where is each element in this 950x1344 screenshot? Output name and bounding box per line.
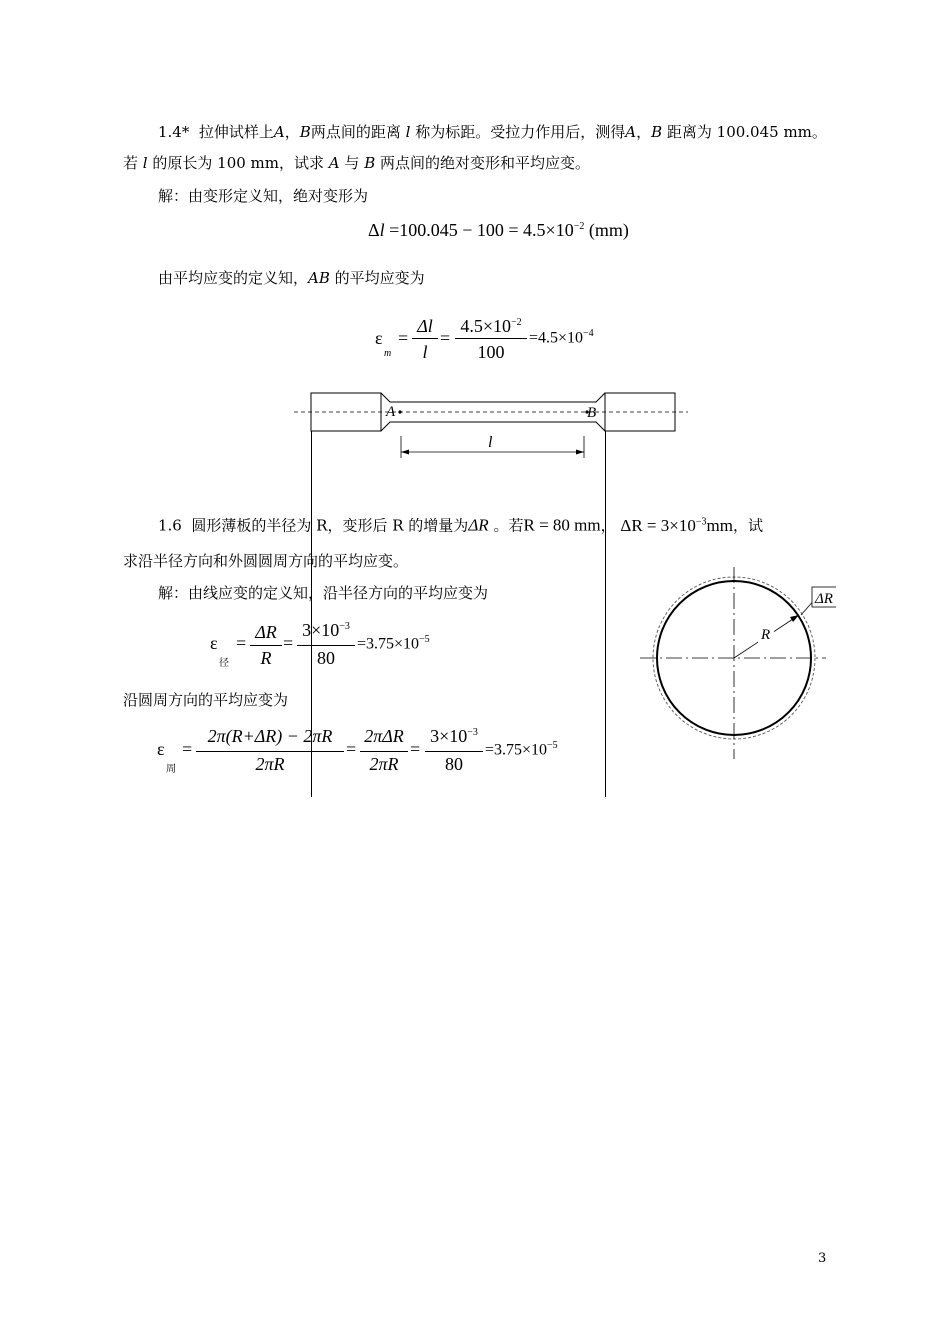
text: 称为标距。受拉力作用后，测得 xyxy=(415,123,626,141)
subscript-circ: 周 xyxy=(166,764,176,775)
fraction-bar xyxy=(455,338,527,339)
equals-sign: = xyxy=(398,328,409,348)
text: ， xyxy=(600,516,616,535)
result-value: =4.5×10 xyxy=(529,329,584,347)
exponent: −5 xyxy=(419,634,430,645)
fraction-bar xyxy=(196,751,344,752)
var-A: A xyxy=(625,123,637,141)
subscript-m: m xyxy=(384,348,392,359)
numerator-value: 3×10 xyxy=(430,726,468,746)
epsilon-symbol: ε xyxy=(210,633,218,653)
label-B: B xyxy=(587,405,597,421)
problem-1-4-line2 xyxy=(123,153,590,173)
fraction-numerator xyxy=(297,620,355,641)
fraction-numerator: 2πΔR xyxy=(364,726,404,746)
var-l: l xyxy=(379,220,385,240)
tensile-specimen-figure xyxy=(290,390,690,466)
unit: mm xyxy=(706,515,733,535)
fraction-numerator: 2π(R+ΔR) − 2πR xyxy=(207,726,333,746)
exponent: −4 xyxy=(583,328,594,339)
dimension-arrow-left xyxy=(401,450,409,455)
fraction-bar xyxy=(412,338,438,339)
text: ，试 xyxy=(732,516,763,535)
text: 由平均应变的定义知， xyxy=(158,269,309,287)
text: ， xyxy=(284,123,300,141)
epsilon-symbol: ε xyxy=(157,739,165,759)
problem-number: 1.4* xyxy=(158,123,190,141)
fraction-denominator: 80 xyxy=(445,754,463,774)
text: 。若 xyxy=(493,516,524,535)
var-l: l xyxy=(142,154,148,172)
text: 若 xyxy=(123,154,139,172)
exponent: −5 xyxy=(547,740,558,751)
exponent: −3 xyxy=(695,516,707,527)
fraction-numerator xyxy=(425,726,483,747)
var-A: A xyxy=(273,123,285,141)
equals-sign: = xyxy=(440,328,451,348)
var-B: B xyxy=(364,154,376,172)
problem-1-6-line1 xyxy=(158,512,763,536)
text: 圆形薄板的半径为 R，变形后 R 的增量为 xyxy=(191,516,469,535)
point-A-marker xyxy=(398,410,401,413)
right-guide-line xyxy=(605,431,606,797)
problem-1-6-line2: 求沿半径方向和外圆圆周方向的平均应变。 xyxy=(123,552,409,570)
equation-result xyxy=(529,328,594,347)
fraction-denominator: R xyxy=(260,648,272,668)
neck-top xyxy=(381,393,605,402)
neck-bottom xyxy=(381,422,605,431)
unit: (mm) xyxy=(588,220,629,240)
text: 的平均应变为 xyxy=(334,269,425,287)
fraction-bar xyxy=(425,751,483,752)
text: ， xyxy=(636,123,652,141)
equation-absolute-deformation xyxy=(368,220,629,241)
var-AB: AB xyxy=(308,269,330,287)
delta-symbol: Δ xyxy=(368,220,380,240)
delta-R: ΔR xyxy=(468,515,489,535)
fraction-denominator: l xyxy=(422,342,428,362)
average-strain-intro xyxy=(158,268,425,288)
result-value: =3.75×10 xyxy=(357,635,420,653)
dimension-arrow-right xyxy=(576,450,584,455)
equals-sign: = xyxy=(346,739,357,759)
result-value: =3.75×10 xyxy=(485,741,548,759)
fraction-numerator xyxy=(455,316,527,337)
var-B: B xyxy=(299,123,311,141)
equals-sign: = xyxy=(182,739,193,759)
exponent: −2 xyxy=(511,317,522,328)
var-A: A xyxy=(328,154,340,172)
fraction-bar xyxy=(360,751,408,752)
page-number: 3 xyxy=(818,1251,827,1266)
problem-1-4-line1 xyxy=(158,122,827,142)
equals-sign: = xyxy=(236,633,247,653)
delta-R-value: ΔR = 3×10 xyxy=(620,515,696,535)
circular-plate-figure xyxy=(636,565,836,765)
label-A: A xyxy=(386,404,396,420)
fraction-numerator: ΔR xyxy=(255,622,277,642)
text: 拉伸试样上 xyxy=(198,123,274,141)
text: 与 xyxy=(344,154,360,172)
numerator-value: 4.5×10 xyxy=(460,316,511,336)
fraction-denominator: 80 xyxy=(317,648,335,668)
text: 的原长为 100 mm，试求 xyxy=(152,154,325,172)
equation-result xyxy=(357,634,430,653)
circumferential-strain-intro: 沿圆周方向的平均应变为 xyxy=(123,691,289,709)
var-l: l xyxy=(405,123,411,141)
radius-arrow xyxy=(790,615,799,622)
fraction-bar xyxy=(297,645,355,646)
equals-sign: = xyxy=(410,739,421,759)
exponent: −3 xyxy=(339,621,350,632)
label-l: l xyxy=(488,434,493,451)
numerator-value: 3×10 xyxy=(302,620,340,640)
R-value: R = 80 mm xyxy=(523,515,601,535)
label-delta-R: ΔR xyxy=(815,591,833,607)
subscript-radial: 径 xyxy=(219,658,229,669)
equation-result xyxy=(485,740,558,759)
equation-rhs: =100.045 − 100 = 4.5×10 xyxy=(389,220,574,240)
equals-sign: = xyxy=(283,633,294,653)
text: 两点间的绝对变形和平均应变。 xyxy=(380,154,591,172)
problem-1-4-solution-intro: 解：由变形定义知，绝对变形为 xyxy=(158,187,369,205)
fraction-bar xyxy=(250,645,282,646)
problem-1-6-solution-intro: 解：由线应变的定义知，沿半径方向的平均应变为 xyxy=(158,584,489,602)
label-R: R xyxy=(761,627,771,643)
fraction-numerator: Δl xyxy=(417,316,433,336)
text: 距离为 100.045 mm。 xyxy=(666,123,827,141)
exponent: −3 xyxy=(467,727,478,738)
epsilon-symbol: ε xyxy=(375,328,383,348)
var-B: B xyxy=(651,123,663,141)
fraction-denominator: 2πR xyxy=(369,754,399,774)
text: 两点间的距离 xyxy=(310,123,401,141)
exponent: −2 xyxy=(573,221,585,232)
problem-number: 1.6 xyxy=(158,516,182,535)
fraction-denominator: 100 xyxy=(477,342,505,362)
fraction-denominator: 2πR xyxy=(255,754,285,774)
